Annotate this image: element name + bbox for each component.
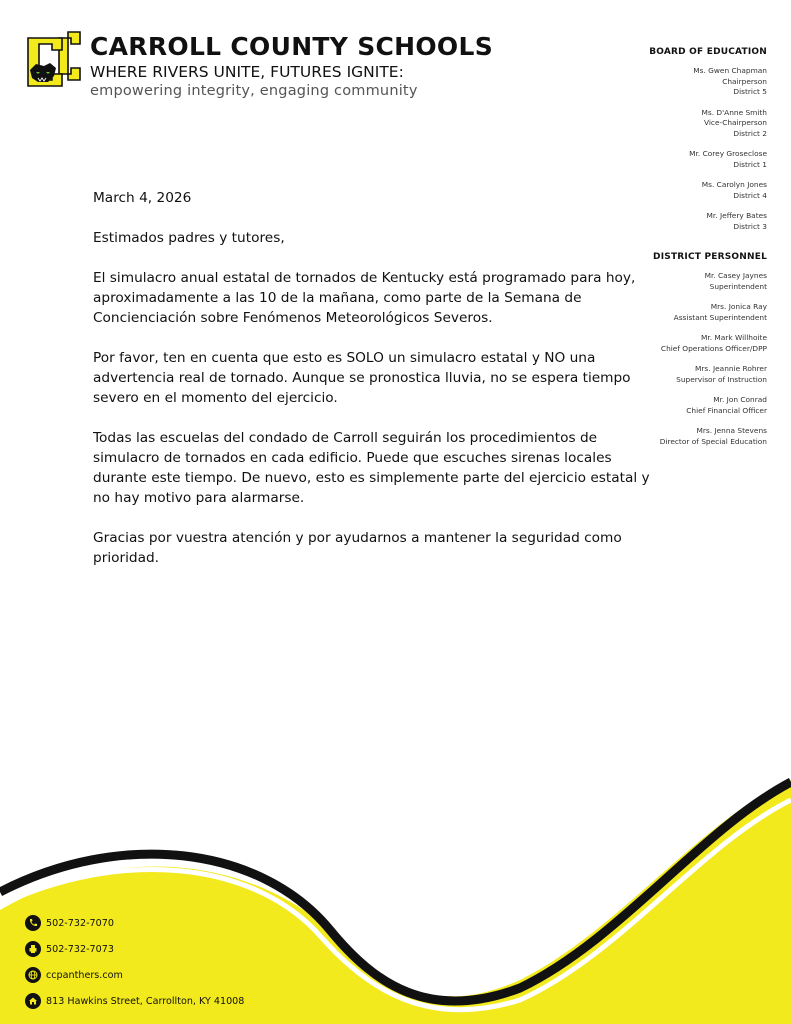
street-address: 813 Hawkins Street, Carrollton, KY 41008 xyxy=(46,995,245,1007)
member-district: District 1 xyxy=(733,159,767,169)
member-name: Mr. Casey Jaynes xyxy=(704,271,767,280)
phone-icon xyxy=(25,915,41,931)
member-name: Mr. Corey Groseclose xyxy=(689,149,767,158)
letter-paragraph: El simulacro anual estatal de tornados de Kentucky está programado para hoy, aproximadamente a las 10 de la mañana, como parte de la Semana de Concienciación sobre Fenómenos Meteorológicos Severos. xyxy=(93,270,636,326)
brand-block xyxy=(90,32,493,100)
contact-list xyxy=(25,910,244,1014)
member-district: District 4 xyxy=(733,190,767,200)
board-member xyxy=(617,149,767,170)
letter-date: March 4, 2026 xyxy=(93,190,192,206)
district-motto: WHERE RIVERS UNITE, FUTURES IGNITE: xyxy=(90,63,404,81)
member-district: District 5 xyxy=(733,87,767,96)
letter-paragraph: Por favor, ten en cuenta que esto es SOLO un simulacro estatal y NO una advertencia real de tornado. Aunque se pronostica lluvia, no se espera tiempo severo en el momento del ejercicio. xyxy=(93,350,631,406)
personnel-heading: DISTRICT PERSONNEL xyxy=(653,252,767,262)
board-heading: BOARD OF EDUCATION xyxy=(649,47,767,57)
board-member xyxy=(617,66,767,98)
member-role: Chairperson xyxy=(722,76,767,86)
member-role: Assistant Superintendent xyxy=(673,312,767,322)
fax-number: 502-732-7073 xyxy=(46,943,114,955)
contact-fax xyxy=(25,936,244,962)
globe-icon xyxy=(25,967,41,983)
member-role: Chief Operations Officer/DPP xyxy=(660,343,767,353)
board-member xyxy=(617,108,767,140)
district-name: CARROLL COUNTY SCHOOLS xyxy=(90,32,494,61)
member-name: Ms. D'Anne Smith xyxy=(701,107,767,117)
website-link[interactable]: ccpanthers.com xyxy=(46,969,123,981)
member-role: Supervisor of Instruction xyxy=(676,374,767,384)
letter-body xyxy=(93,188,653,588)
member-name: Ms. Carolyn Jones xyxy=(701,180,767,189)
letter-paragraph: Todas las escuelas del condado de Carroll seguirán los procedimientos de simulacro de tornados en cada edificio. Puede que escuches sirenas locales durante este tiempo. De nuevo, esto es simplemente parte del ejercicio estatal y no hay motivo para alarmarse. xyxy=(93,430,650,506)
member-role: Director of Special Education xyxy=(659,436,767,446)
member-role: Superintendent xyxy=(709,281,767,291)
member-name: Mr. Jeffery Bates xyxy=(706,211,767,220)
member-role: Chief Financial Officer xyxy=(686,405,767,415)
member-district: District 2 xyxy=(733,128,767,138)
member-name: Mrs. Jeannie Rohrer xyxy=(694,364,767,373)
contact-website[interactable] xyxy=(25,962,244,988)
letter-paragraph: Gracias por vuestra atención y por ayudarnos a mantener la seguridad como prioridad. xyxy=(93,530,622,566)
member-name: Mr. Jon Conrad xyxy=(713,395,767,404)
member-name: Mrs. Jonica Ray xyxy=(710,302,767,311)
district-logo xyxy=(24,30,84,100)
letter-greeting: Estimados padres y tutores, xyxy=(93,230,285,246)
district-tagline: empowering integrity, engaging community xyxy=(90,83,418,99)
member-district: District 3 xyxy=(733,221,767,231)
member-name: Ms. Gwen Chapman xyxy=(693,66,767,75)
member-name: Mr. Mark Willhoite xyxy=(700,333,767,342)
member-role: Vice-Chairperson xyxy=(703,118,767,127)
member-name: Mrs. Jenna Stevens xyxy=(696,426,767,435)
phone-number: 502-732-7070 xyxy=(46,917,114,929)
contact-phone xyxy=(25,910,244,936)
home-icon xyxy=(25,993,41,1009)
fax-icon xyxy=(25,941,41,957)
contact-address xyxy=(25,988,244,1014)
